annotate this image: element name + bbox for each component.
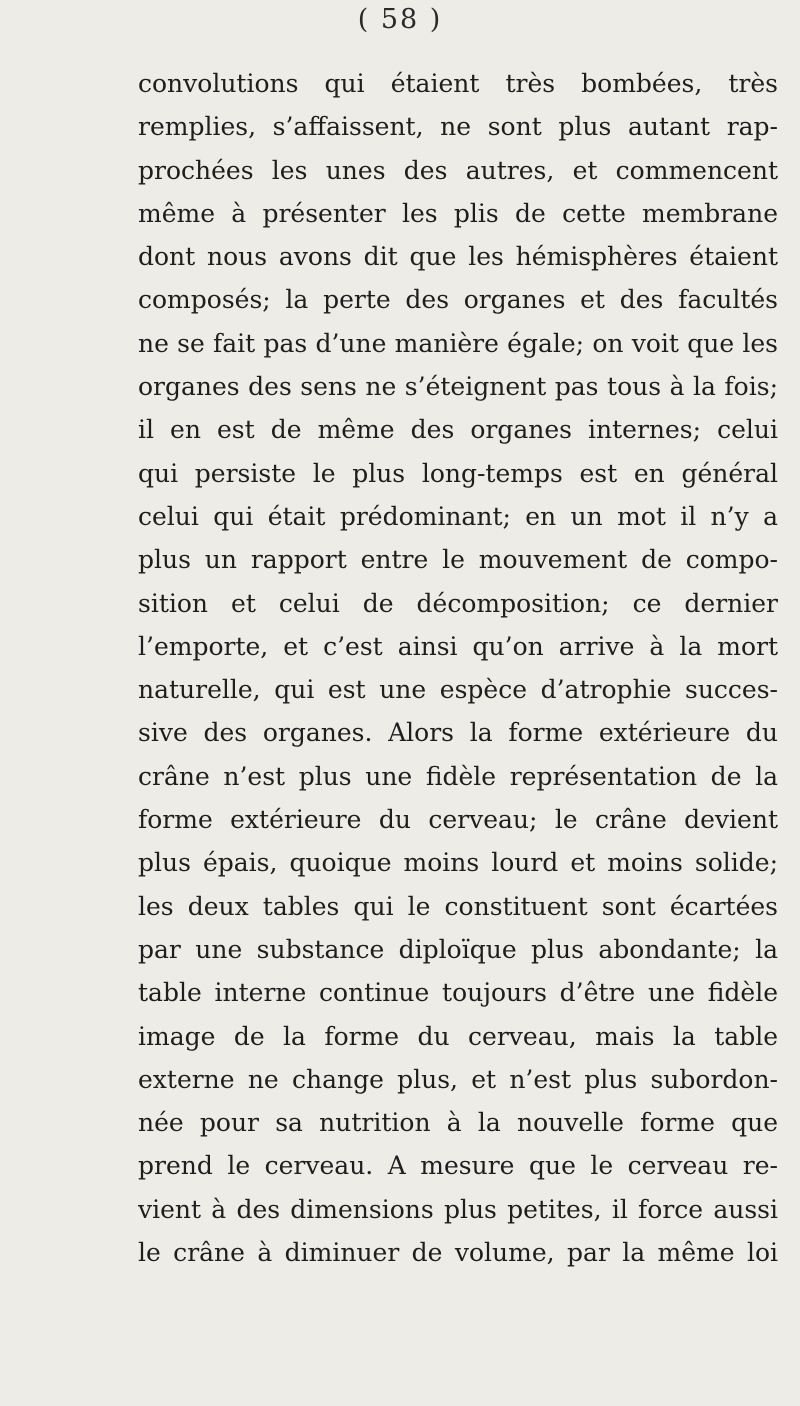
page-number: ( 58 ) [357,4,443,35]
text-line: table interne continue toujours d’être une fidèle [138,978,778,1008]
text-line: externe ne change plus, et n’est plus subordon- [138,1064,778,1094]
text-line: crâne n’est plus une fidèle représentation de la [138,761,778,791]
text-line: vient à des dimensions plus petites, il force aussi [138,1194,778,1224]
text-line: ne se fait pas d’une manière égale; on voit que les [138,328,778,358]
text-line: par une substance diploïque plus abondante; la [138,934,778,964]
text-line: dont nous avons dit que les hémisphères étaient [138,242,778,272]
text-line: le crâne à diminuer de volume, par la même loi [138,1238,778,1268]
text-line: celui qui était prédominant; en un mot il n’y a [138,501,778,531]
text-line: l’emporte, et c’est ainsi qu’on arrive à la mort [138,631,778,661]
text-line: naturelle, qui est une espèce d’atrophie succes- [138,675,778,705]
text-line: remplies, s’affaissent, ne sont plus autant rap- [138,112,778,142]
text-line: qui persiste le plus long-temps est en général [138,458,778,488]
body-text [138,62,778,1274]
text-line: prochées les unes des autres, et commencent [138,155,778,185]
text-line: convolutions qui étaient très bombées, très [138,69,778,98]
text-line: organes des sens ne s’éteignent pas tous à la fois; [138,372,778,402]
text-line: forme extérieure du cerveau; le crâne devient [138,805,778,835]
text-line: plus un rapport entre le mouvement de compo- [138,545,778,575]
text-line: plus épais, quoique moins lourd et moins solide; [138,848,778,878]
text-line: prend le cerveau. A mesure que le cerveau re- [138,1151,778,1181]
text-line: même à présenter les plis de cette membrane [138,198,778,228]
text-line: composés; la perte des organes et des facultés [138,285,778,315]
text-line: sive des organes. Alors la forme extérieure du [138,718,778,748]
text-line: image de la forme du cerveau, mais la table [138,1021,778,1051]
text-line: les deux tables qui le constituent sont écartées [138,891,778,921]
text-line: il en est de même des organes internes; celui [138,415,778,445]
text-line: née pour sa nutrition à la nouvelle forme que [138,1108,778,1138]
text-line: sition et celui de décomposition; ce dernier [138,588,778,618]
